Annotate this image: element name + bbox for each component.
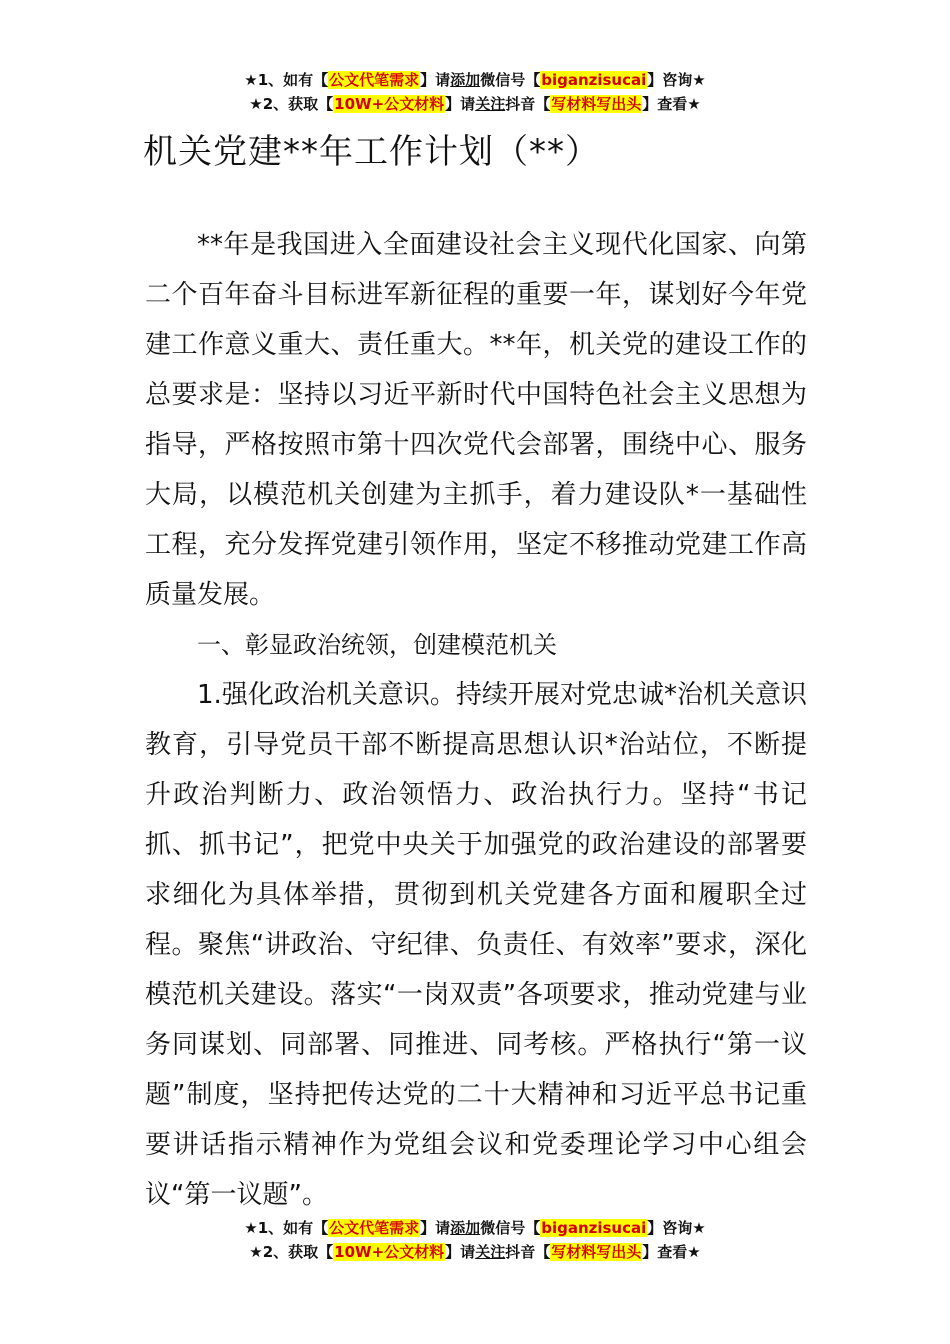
section-heading: 一、彰显政治统领，创建模范机关: [197, 631, 557, 659]
star-icon: ★: [687, 1243, 701, 1261]
star-icon: ★: [249, 95, 263, 113]
highlight-materials: 10W+公文材料: [334, 95, 445, 113]
document-title: 机关党建**年工作计划（**）: [143, 132, 600, 172]
promo-banner-top: [0, 68, 950, 116]
document-body: [145, 220, 807, 1220]
highlight-douyin-account: 写材料写出头: [551, 1243, 642, 1261]
star-icon: ★: [244, 1219, 258, 1237]
highlight-wechat-id: biganzisucai: [541, 71, 647, 89]
star-icon: ★: [692, 1219, 706, 1237]
intro-paragraph: **年是我国进入全面建设社会主义现代化国家、向第二个百年奋斗目标进军新征程的重要一年，谋划好今年党建工作意义重大、责任重大。**年，机关党的建设工作的总要求是：坚持以习近平新时代中国特色社会主义思想为指导，严格按照市第十四次党代会部署，围绕中心、服务大局，以模范机关创建为主抓手，着力建设队*一基础性工程，充分发挥党建引领作用，坚定不移推动党建工作高质量发展。: [145, 230, 807, 610]
star-icon: ★: [244, 71, 258, 89]
body-paragraph: 1.强化政治机关意识。持续开展对党忠诚*治机关意识教育，引导党员干部不断提高思想认识*治站位，不断提升政治判断力、政治领悟力、政治执行力。坚持“书记抓、抓书记”，把党中央关于加强党的政治建设的部署要求细化为具体举措，贯彻到机关党建各方面和履职全过程。聚焦“讲政治、守纪律、负责任、有效率”要求，深化模范机关建设。落实“一岗双责”各项要求，推动党建与业务同谋划、同部署、同推进、同考核。严格执行“第一议题”制度，坚持把传达党的二十大精神和习近平总书记重要讲话指示精神作为党组会议和党委理论学习中心组会议“第一议题”。: [145, 680, 807, 1210]
star-icon: ★: [692, 71, 706, 89]
highlight-materials: 10W+公文材料: [334, 1243, 445, 1261]
star-icon: ★: [249, 1243, 263, 1261]
promo-line-2: ★2、获取【10W+公文材料】请关注抖音【写材料写出头】查看★: [249, 1243, 701, 1261]
promo-line-2: ★2、获取【10W+公文材料】请关注抖音【写材料写出头】查看★: [249, 95, 701, 113]
promo-line-1: ★1、如有【公文代笔需求】请添加微信号【biganzisucai】咨询★: [244, 1219, 706, 1237]
highlight-wechat-id: biganzisucai: [541, 1219, 647, 1237]
promo-banner-bottom: [0, 1216, 950, 1264]
highlight-douyin-account: 写材料写出头: [551, 95, 642, 113]
promo-line-1: ★1、如有【公文代笔需求】请添加微信号【biganzisucai】咨询★: [244, 71, 706, 89]
highlight-service: 公文代笔需求: [329, 71, 420, 89]
star-icon: ★: [687, 95, 701, 113]
highlight-service: 公文代笔需求: [329, 1219, 420, 1237]
